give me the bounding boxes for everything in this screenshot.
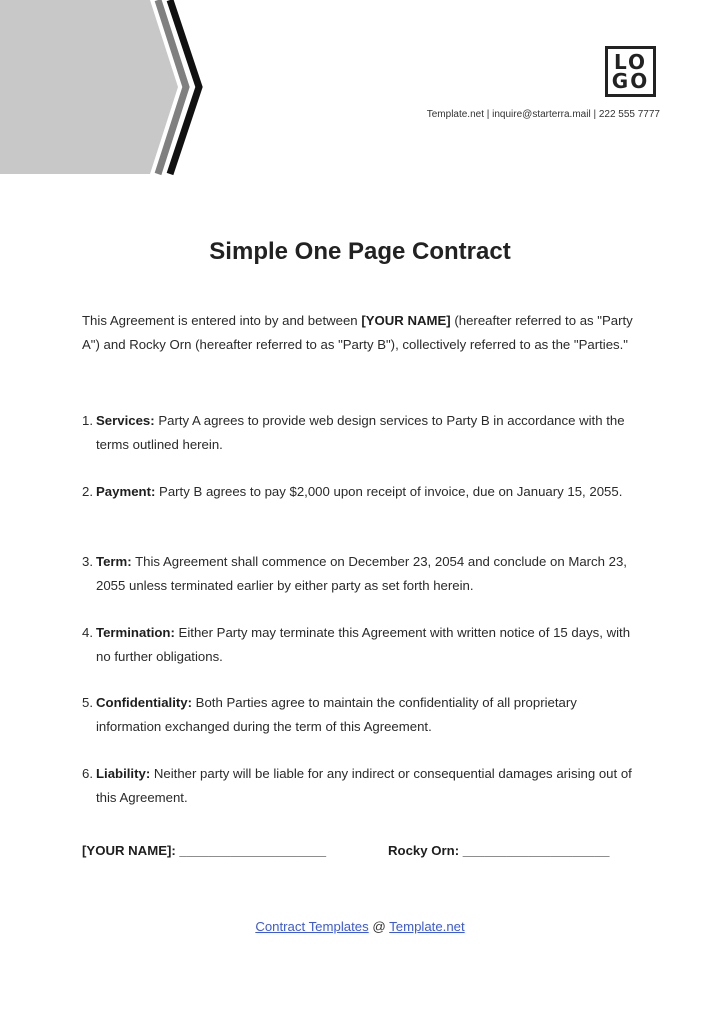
gray-chevron-shape (0, 0, 178, 174)
clause-number: 2. (82, 484, 93, 499)
intro-text-end: (hereafter referred to as "Party A") and Rocky Orn (hereafter referred to as "Party B"), collectively referred to as the "Parties." (82, 313, 633, 352)
clause-number: 6. (82, 766, 93, 781)
logo-text-line2: GO (611, 68, 650, 93)
clause-heading: Term: (96, 554, 132, 569)
clause-number: 5. (82, 695, 93, 710)
clause-number: 1. (82, 413, 93, 428)
clause-payment (82, 480, 636, 504)
intro-paragraph (82, 309, 647, 357)
clause-heading: Termination: (96, 625, 175, 640)
clause-text: Party B agrees to pay $2,000 upon receipt of invoice, due on January 15, 2055. (155, 484, 623, 499)
intro-text-start: This Agreement is entered into by and between (82, 313, 362, 328)
contract-templates-link[interactable]: Contract Templates (255, 919, 369, 934)
footer-separator: @ (368, 919, 390, 934)
clause-services (82, 409, 636, 457)
clause-heading: Payment: (96, 484, 156, 499)
company-logo (605, 46, 656, 97)
logo-text-line1: LO (613, 49, 648, 74)
clause-number: 4. (82, 625, 93, 640)
signature-party-b: Rocky Orn: ____________________ (388, 843, 610, 858)
contact-info: Template.net | inquire@starterra.mail | 222 555 7777 (426, 109, 660, 120)
footer (0, 919, 720, 934)
clause-text: Neither party will be liable for any indirect or consequential damages arising out of this Agreement. (96, 766, 632, 805)
intro-party-a-name: [YOUR NAME] (361, 313, 451, 328)
template-net-link[interactable]: Template.net (389, 919, 465, 934)
document-title: Simple One Page Contract (209, 238, 511, 265)
clause-confidentiality (82, 691, 636, 739)
signature-party-a: [YOUR NAME]: ____________________ (82, 843, 327, 858)
clause-heading: Liability: (96, 766, 151, 781)
clause-number: 3. (82, 554, 93, 569)
header-decoration (0, 0, 220, 180)
clause-text: This Agreement shall commence on December 23, 2054 and conclude on March 23, 2055 unless terminated earlier by either party as set forth herein. (96, 554, 627, 593)
clause-liability (82, 762, 636, 810)
clause-heading: Services: (96, 413, 155, 428)
clause-termination (82, 621, 636, 669)
clause-heading: Confidentiality: (96, 695, 192, 710)
clause-text: Both Parties agree to maintain the confidentiality of all proprietary information exchanged during the term of this Agreement. (96, 695, 577, 734)
clause-term (82, 550, 636, 598)
clause-text: Either Party may terminate this Agreement with written notice of 15 days, with no further obligations. (96, 625, 631, 664)
clause-text: Party A agrees to provide web design services to Party B in accordance with the terms outlined herein. (96, 413, 625, 452)
